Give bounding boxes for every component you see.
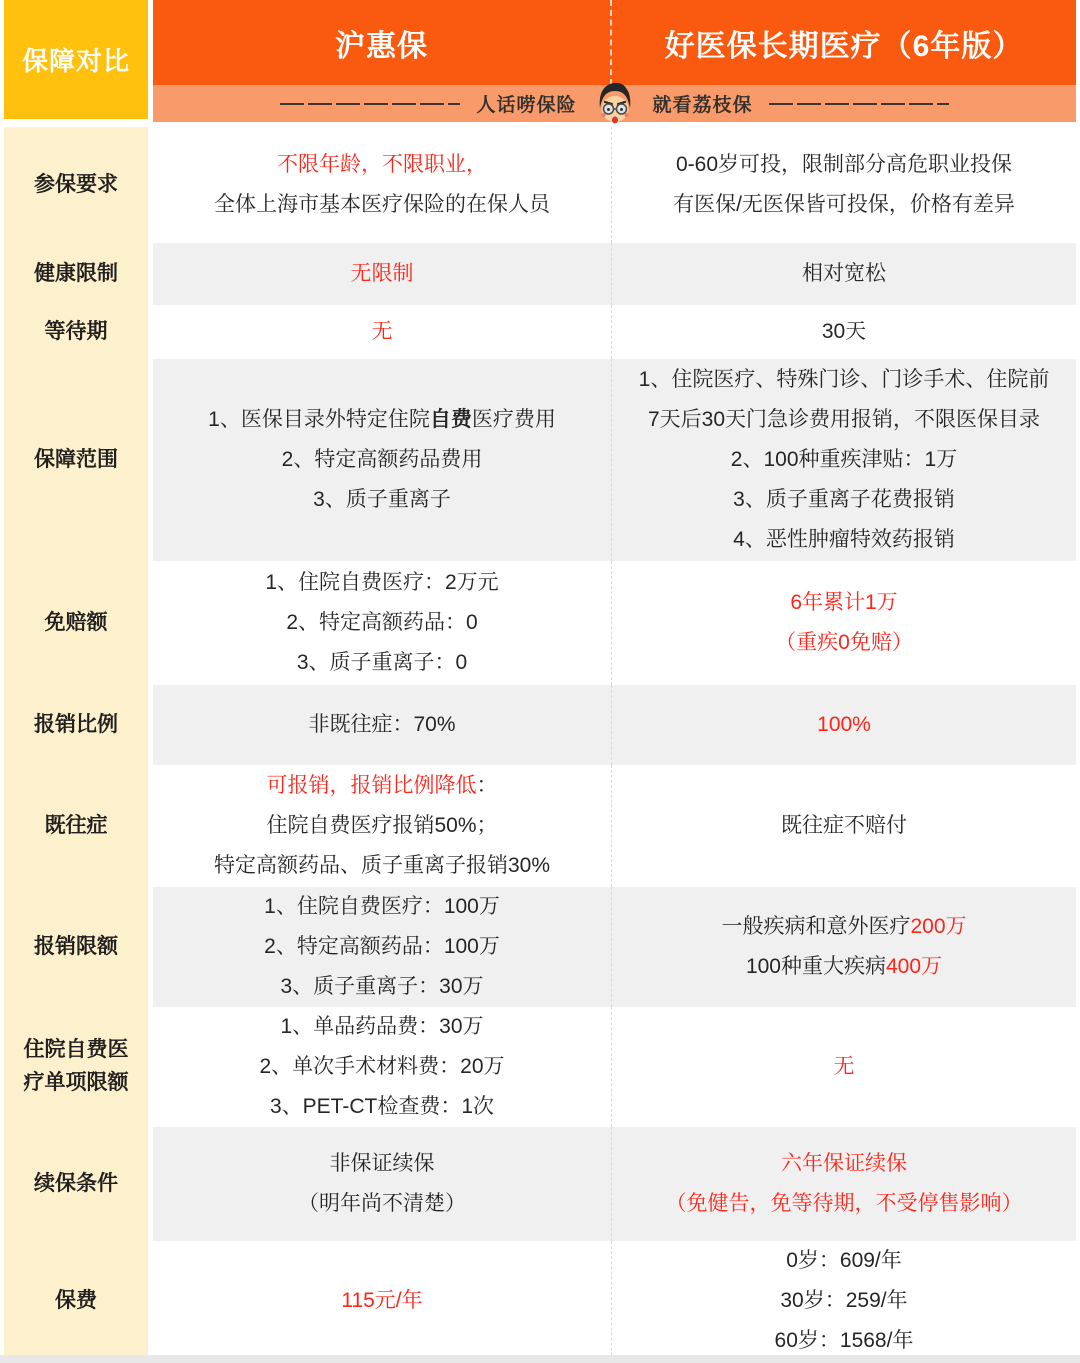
row-label-cell [4, 305, 148, 359]
cell-haoyibao [612, 1007, 1076, 1127]
table-header [4, 0, 1076, 122]
text-segment: 1、医保目录外特定住院 [208, 408, 430, 431]
row-label-cell [4, 765, 148, 887]
row-label: 报销比例 [34, 712, 118, 736]
cell-huhuibao [153, 243, 612, 305]
text-segment: 3、质子重离子 [313, 488, 451, 511]
row-label-cell [4, 1127, 148, 1241]
product-name-1: 沪惠保 [335, 29, 428, 63]
text-segment: 1、单品药品费：30万 [280, 1015, 484, 1038]
cell-huhuibao [153, 561, 612, 685]
text-segment: 住院自费医疗报销50%； [266, 814, 498, 837]
cell-huhuibao [153, 1007, 612, 1127]
product-header-huhuibao [153, 0, 612, 85]
text-line [208, 400, 556, 440]
row-label: 保费 [55, 1288, 97, 1312]
text-line [286, 603, 477, 643]
text-segment: 200万 [910, 915, 967, 938]
text-segment: （重疾0免赔） [775, 631, 913, 654]
text-segment: 2、特定高额药品：0 [286, 611, 478, 634]
row-label-cell [4, 561, 148, 685]
text-segment: 2、特定高额药品费用 [281, 448, 483, 471]
text-segment: 115元/年 [341, 1289, 423, 1312]
text-line [270, 1087, 494, 1127]
row-label: 续保条件 [34, 1171, 118, 1195]
brand-strip [153, 85, 1076, 122]
cell-haoyibao [612, 887, 1076, 1007]
text-line [676, 145, 1012, 185]
text-segment: 2、100种重疾津贴：1万 [730, 448, 958, 471]
table-row-8 [4, 887, 1076, 1007]
row-label-cell [4, 1241, 148, 1361]
text-line [267, 766, 498, 806]
text-segment: 100种重大疾病 [745, 955, 886, 978]
table-row-2 [4, 243, 1076, 305]
text-segment: （免健告，免等待期，不受停售影响） [665, 1192, 1023, 1215]
text-line [733, 520, 955, 560]
dash-line-left [280, 103, 460, 105]
text-line [265, 563, 498, 603]
text-line [639, 360, 1050, 400]
row-label: 住院自费医疗单项限额 [23, 1038, 129, 1094]
text-segment: 既往症不赔付 [781, 814, 907, 837]
row-label: 免赔额 [44, 610, 108, 634]
text-segment: 30天 [821, 320, 867, 343]
text-line [280, 1007, 483, 1047]
text-segment: 100% [817, 713, 871, 736]
corner-header-label: 保障对比 [21, 46, 130, 76]
row-label: 既往症 [44, 813, 108, 837]
text-line [746, 947, 942, 987]
text-line [781, 1144, 907, 1184]
row-label: 保障范围 [34, 447, 118, 471]
brand-slogan-right: 就看荔枝保 [652, 95, 753, 116]
row-label-cell [4, 243, 148, 305]
text-line [266, 806, 497, 846]
text-segment: 6年累计1万 [790, 591, 898, 614]
text-line [341, 1281, 422, 1321]
text-line [264, 927, 500, 967]
mascot-avatar-icon [595, 81, 635, 127]
text-line [351, 254, 414, 294]
cell-haoyibao [612, 561, 1076, 685]
text-line [648, 400, 1040, 440]
table-row-1 [4, 127, 1076, 243]
text-segment: （明年尚不清楚） [298, 1192, 466, 1215]
text-line [297, 643, 467, 683]
cell-huhuibao [153, 1241, 612, 1361]
text-segment: 1、住院自费医疗：100万 [264, 895, 500, 918]
cell-huhuibao [153, 359, 612, 561]
text-segment: 六年保证续保 [781, 1152, 907, 1175]
text-segment: 全体上海市基本医疗保险的在保人员 [214, 193, 550, 216]
text-line [666, 1184, 1023, 1224]
text-segment: 7天后30天门急诊费用报销，不限医保目录 [647, 408, 1041, 431]
table-row-4 [4, 359, 1076, 561]
text-line [780, 1281, 907, 1321]
text-segment: 3、质子重离子：0 [296, 651, 468, 674]
text-segment: 3、质子重离子：30万 [280, 975, 484, 998]
text-segment: 特定高额药品、质子重离子报销30% [213, 854, 551, 877]
row-label-cell [4, 685, 148, 765]
header-main [153, 0, 1076, 122]
text-segment: 400万 [886, 955, 943, 978]
text-line [786, 1241, 902, 1281]
text-line [673, 185, 1015, 225]
row-label-cell [4, 127, 148, 243]
text-segment: 自费 [429, 408, 472, 431]
table-row-7 [4, 765, 1076, 887]
text-segment: 1、住院医疗、特殊门诊、门诊手术、住院前 [638, 368, 1050, 391]
table-row-6 [4, 685, 1076, 765]
text-segment: 3、PET-CT检查费：1次 [269, 1095, 495, 1118]
row-label: 参保要求 [34, 172, 118, 196]
dash-line-right [769, 103, 949, 105]
bottom-page-strip [0, 1355, 1080, 1363]
text-segment: 相对宽松 [802, 262, 886, 285]
text-segment: 医疗费用 [471, 408, 556, 431]
rows-container [4, 127, 1076, 1361]
text-segment: 0岁：609/年 [786, 1249, 902, 1272]
text-segment: 无限制 [350, 262, 414, 285]
cell-huhuibao [153, 887, 612, 1007]
cell-huhuibao [153, 305, 612, 359]
text-line [214, 846, 550, 886]
text-segment: 不限年龄，不限职业， [277, 153, 487, 176]
corner-header-cell [4, 0, 148, 119]
text-segment: ： [476, 774, 498, 797]
text-line [264, 887, 500, 927]
text-line [298, 1184, 466, 1224]
text-segment: 0-60岁可投，限制部分高危职业投保 [675, 153, 1013, 176]
row-label: 健康限制 [34, 261, 118, 285]
text-line [802, 254, 886, 294]
text-segment: 2、单次手术材料费：20万 [259, 1055, 505, 1078]
product-name-2: 好医保长期医疗（6年版） [664, 29, 1024, 63]
cell-huhuibao [153, 127, 612, 243]
text-segment: 3、质子重离子花费报销 [733, 488, 955, 511]
cell-haoyibao [612, 685, 1076, 765]
text-line [330, 1144, 435, 1184]
text-line [280, 967, 483, 1007]
text-segment: 非既往症：70% [308, 713, 456, 736]
row-label-cell [4, 887, 148, 1007]
table-row-5 [4, 561, 1076, 685]
text-line [834, 1047, 855, 1087]
brand-slogan-left: 人话唠保险 [476, 95, 577, 116]
table-row-9 [4, 1007, 1076, 1127]
text-segment: 无 [371, 320, 393, 343]
text-line [277, 145, 487, 185]
text-line [372, 312, 393, 352]
text-segment: 1、住院自费医疗：2万元 [265, 571, 499, 594]
text-segment: 可报销，报销比例降低 [266, 774, 477, 797]
product-header-haoyibao [612, 0, 1076, 85]
row-label: 等待期 [44, 319, 108, 343]
cell-haoyibao [612, 765, 1076, 887]
cell-haoyibao [612, 305, 1076, 359]
table-row-3 [4, 305, 1076, 359]
cell-huhuibao [153, 765, 612, 887]
text-line [313, 480, 451, 520]
text-segment: 4、恶性肿瘤特效药报销 [733, 528, 955, 551]
text-line [822, 312, 866, 352]
cell-haoyibao [612, 1241, 1076, 1361]
text-segment: 60岁：1568/年 [774, 1329, 914, 1352]
cell-haoyibao [612, 127, 1076, 243]
cell-haoyibao [612, 359, 1076, 561]
text-line [721, 907, 966, 947]
cell-huhuibao [153, 685, 612, 765]
text-line [790, 583, 897, 623]
text-line [214, 185, 550, 225]
text-line [781, 806, 907, 846]
text-line [817, 705, 871, 745]
text-line [731, 440, 957, 480]
row-label: 报销限额 [34, 934, 118, 958]
row-label-cell [4, 1007, 148, 1127]
text-line [282, 440, 483, 480]
text-line [259, 1047, 504, 1087]
product-headers [153, 0, 1076, 85]
table-row-10 [4, 1127, 1076, 1241]
text-segment: 一般疾病和意外医疗 [721, 915, 911, 938]
text-segment: 30岁：259/年 [780, 1289, 908, 1312]
text-line [775, 623, 913, 663]
text-segment: 有医保/无医保皆可投保，价格有差异 [673, 193, 1015, 216]
table-row-11 [4, 1241, 1076, 1361]
cell-haoyibao [612, 1127, 1076, 1241]
text-segment: 非保证续保 [329, 1152, 435, 1175]
text-line [733, 480, 955, 520]
text-segment: 2、特定高额药品：100万 [264, 935, 500, 958]
row-label-cell [4, 359, 148, 561]
text-line [308, 705, 455, 745]
cell-huhuibao [153, 1127, 612, 1241]
cell-haoyibao [612, 243, 1076, 305]
text-segment: 无 [833, 1055, 855, 1078]
